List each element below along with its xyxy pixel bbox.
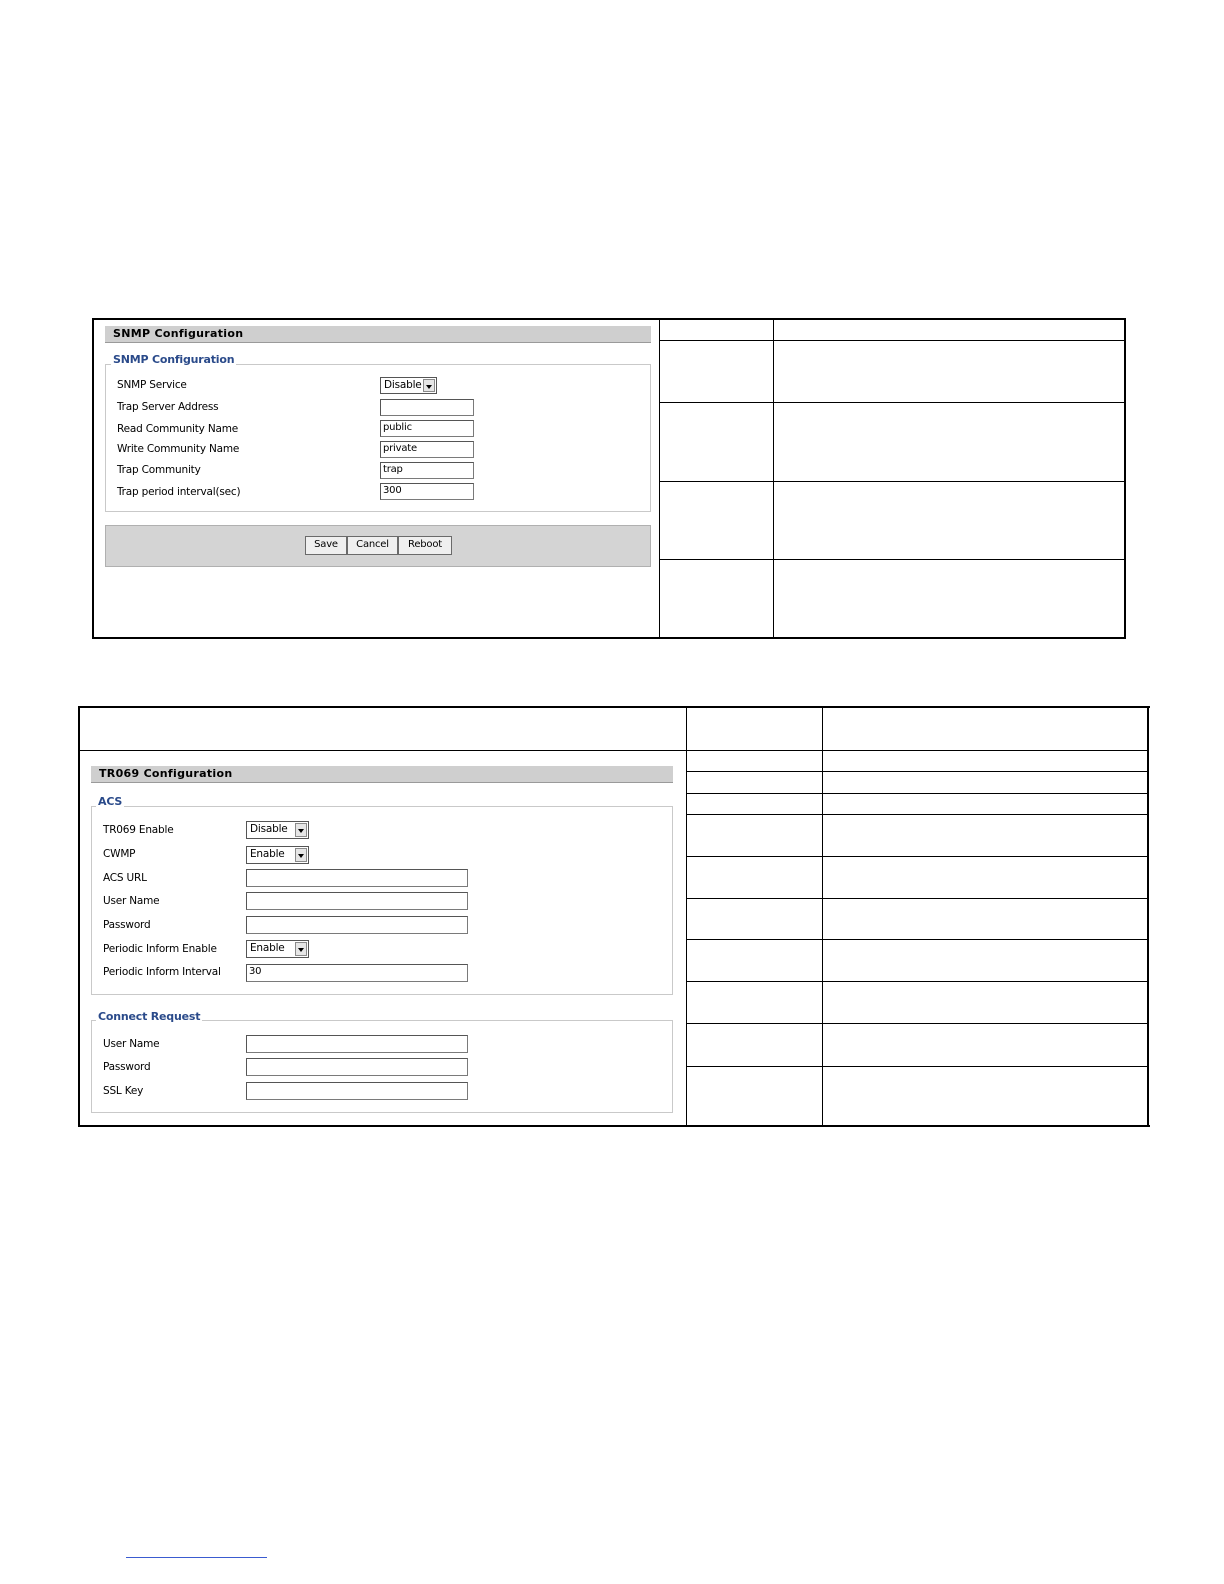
table-row-divider	[686, 814, 1148, 815]
table-row-divider	[686, 1066, 1148, 1067]
snmp-service-label: SNMP Service	[117, 379, 187, 391]
periodic-inform-enable-value: Enable	[250, 942, 285, 954]
table-border	[822, 706, 823, 1127]
cwmp-value: Enable	[250, 848, 285, 860]
periodic-inform-enable-select[interactable]	[246, 940, 309, 958]
connect-user-name-input[interactable]	[246, 1035, 468, 1053]
table-border	[78, 1125, 1150, 1127]
write-community-name-label: Write Community Name	[117, 443, 240, 455]
table-row-divider	[686, 898, 1148, 899]
table-border	[1147, 706, 1149, 1127]
panel-title: TR069 Configuration	[91, 766, 673, 783]
acs-user-name-input[interactable]	[246, 892, 468, 910]
connect-password-label: Password	[103, 1061, 151, 1073]
table-row-divider	[686, 939, 1148, 940]
acs-url-label: ACS URL	[103, 872, 147, 884]
tr069-enable-select[interactable]	[246, 821, 309, 839]
acs-password-input[interactable]	[246, 916, 468, 934]
trap-period-interval-label: Trap period interval(sec)	[117, 486, 241, 498]
acs-user-name-label: User Name	[103, 895, 160, 907]
footnote-separator	[126, 1557, 267, 1558]
trap-community-label: Trap Community	[117, 464, 201, 476]
read-community-name-label: Read Community Name	[117, 423, 239, 435]
table-row-divider	[686, 856, 1148, 857]
reboot-button[interactable]: Reboot	[398, 536, 452, 555]
trap-community-input[interactable]: trap	[380, 462, 474, 479]
save-button[interactable]: Save	[305, 536, 347, 555]
table-border	[92, 318, 94, 639]
table-row-divider	[686, 793, 1148, 794]
table-border	[659, 318, 660, 639]
periodic-inform-enable-label: Periodic Inform Enable	[103, 943, 217, 955]
table-row-divider	[659, 340, 1125, 341]
table-row-divider	[78, 750, 1149, 751]
acs-legend: ACS	[98, 795, 123, 808]
tr069-enable-label: TR069 Enable	[103, 824, 174, 836]
cwmp-select[interactable]	[246, 846, 309, 864]
ssl-key-label: SSL Key	[103, 1085, 144, 1097]
table-border	[686, 706, 687, 1127]
table-border	[92, 637, 1126, 639]
table-row-divider	[659, 402, 1125, 403]
table-row-divider	[686, 981, 1148, 982]
group-legend: SNMP Configuration	[113, 353, 235, 366]
trap-server-address-label: Trap Server Address	[117, 401, 219, 413]
table-row-divider	[686, 771, 1148, 772]
table-row-divider	[659, 559, 1125, 560]
table-border	[1124, 318, 1126, 639]
acs-password-label: Password	[103, 919, 151, 931]
ssl-key-input[interactable]	[246, 1082, 468, 1100]
connect-password-input[interactable]	[246, 1058, 468, 1076]
cwmp-label: CWMP	[103, 848, 136, 860]
table-border	[78, 706, 1150, 708]
table-border	[773, 318, 774, 639]
cancel-button[interactable]: Cancel	[347, 536, 398, 555]
acs-url-input[interactable]	[246, 869, 468, 887]
periodic-inform-interval-input[interactable]: 30	[246, 964, 468, 982]
chevron-down-icon	[295, 942, 307, 956]
table-border	[78, 706, 80, 1127]
chevron-down-icon	[295, 848, 307, 862]
write-community-name-input[interactable]: private	[380, 441, 474, 458]
read-community-name-input[interactable]: public	[380, 420, 474, 437]
snmp-service-select[interactable]	[380, 377, 437, 394]
table-border	[92, 318, 1126, 320]
connect-user-name-label: User Name	[103, 1038, 160, 1050]
table-row-divider	[659, 481, 1125, 482]
panel-title: SNMP Configuration	[105, 326, 651, 343]
trap-period-interval-input[interactable]: 300	[380, 483, 474, 500]
snmp-service-value: Disable	[384, 379, 422, 391]
table-row-divider	[686, 1023, 1148, 1024]
connect-request-legend: Connect Request	[98, 1010, 201, 1023]
periodic-inform-interval-label: Periodic Inform Interval	[103, 966, 221, 978]
chevron-down-icon	[295, 823, 307, 837]
chevron-down-icon	[423, 379, 435, 392]
trap-server-address-input[interactable]	[380, 399, 474, 416]
tr069-enable-value: Disable	[250, 823, 288, 835]
